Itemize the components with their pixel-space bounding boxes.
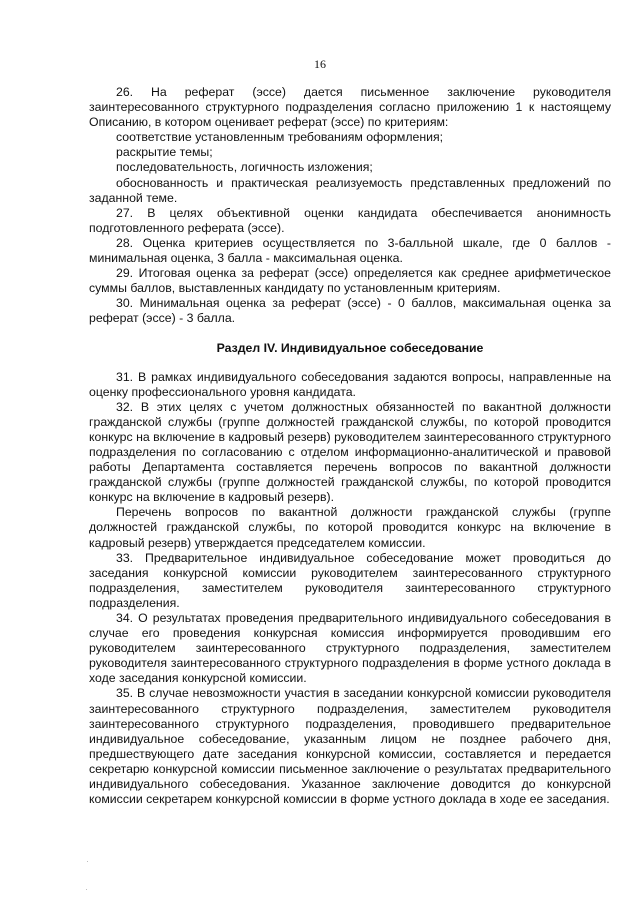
criterion-logic: последовательность, логичность изложения;	[116, 160, 373, 175]
criterion-formatting: соответствие установленным требованиям оформления;	[116, 130, 444, 145]
paragraph-33: 33. Предварительное индивидуальное собеседование может проводиться до заседания конкурсной комиссии руководителем заинтересованного структурного подразделения, заместителем руководителя заинтересованного структурного подразделения.	[89, 550, 611, 610]
paragraph-32-continued: Перечень вопросов по вакантной должности гражданской службы (группе должностей гражданской службы, по которой проводится конкурс на включение в кадровый резерв) утверждается председателем комиссии.	[89, 505, 611, 550]
paragraph-29: 29. Итоговая оценка за реферат (эссе) определяется как среднее арифметическое суммы баллов, выставленных кандидату по установленным критериям.	[89, 266, 611, 296]
scan-speck	[86, 889, 87, 890]
paragraph-30: 30. Минимальная оценка за реферат (эссе) - 0 баллов, максимальная оценка за реферат (эссе) - 3 балла.	[89, 296, 611, 326]
page-number: 16	[314, 57, 326, 71]
paragraph-27: 27. В целях объективной оценки кандидата обеспечивается анонимность подготовленного реферата (эссе).	[89, 205, 611, 235]
criterion-feasibility: обоснованность и практическая реализуемость представленных предложений по заданной теме.	[89, 175, 611, 205]
paragraph-35: 35. В случае невозможности участия в заседании конкурсной комиссии руководителя заинтересованного структурного подразделения, заместителем руководителя заинтересованного структурного подразделения, проводившего предварительное индивидуальное собеседование, указанным лицом не позднее рабочего дня, предшествующего дате заседания конкурсной комиссии, составляется и передается секретарю конкурсной комиссии письменное заключение о результатах предварительного индивидуального собеседования. Указанное заключение доводится до конкурсной комиссии секретарем конкурсной комиссии в форме устного доклада в ходе ее заседания.	[89, 686, 611, 807]
section-title: Раздел IV. Индивидуальное собеседование	[216, 340, 484, 355]
paragraph-32: 32. В этих целях с учетом должностных обязанностей по вакантной должности гражданской службы (группе должностей гражданской службы, по которой проводится конкурс на включение в кадровый резерв) руководителем заинтересованного структурного подразделения по согласованию с отделом информационно-аналитической и правовой работы Департамента составляется перечень вопросов по вакантной должности гражданской службы (группе должностей гражданской службы, по которой проводится конкурс на включение в кадровый резерв).	[89, 399, 611, 505]
criterion-topic-coverage: раскрытие темы;	[116, 145, 213, 160]
paragraph-31: 31. В рамках индивидуального собеседования задаются вопросы, направленные на оценку профессионального уровня кандидата.	[89, 369, 611, 399]
document-body	[89, 85, 611, 807]
paragraph-28: 28. Оценка критериев осуществляется по 3-балльной шкале, где 0 баллов - минимальная оценка, 3 балла - максимальная оценка.	[89, 235, 611, 266]
scan-speck	[87, 861, 88, 862]
paragraph-26: 26. На реферат (эссе) дается письменное заключение руководителя заинтересованного структурного подразделения согласно приложению 1 к настоящему Описанию, в котором оценивает реферат (эссе) по критериям:	[89, 85, 611, 130]
paragraph-34: 34. О результатах проведения предварительного индивидуального собеседования в случае его проведения конкурсная комиссия информируется проводившим его руководителем заинтересованного структурного подразделения, заместителем руководителя заинтересованного структурного подразделения в форме устного доклада в ходе заседания конкурсной комиссии.	[89, 611, 611, 686]
